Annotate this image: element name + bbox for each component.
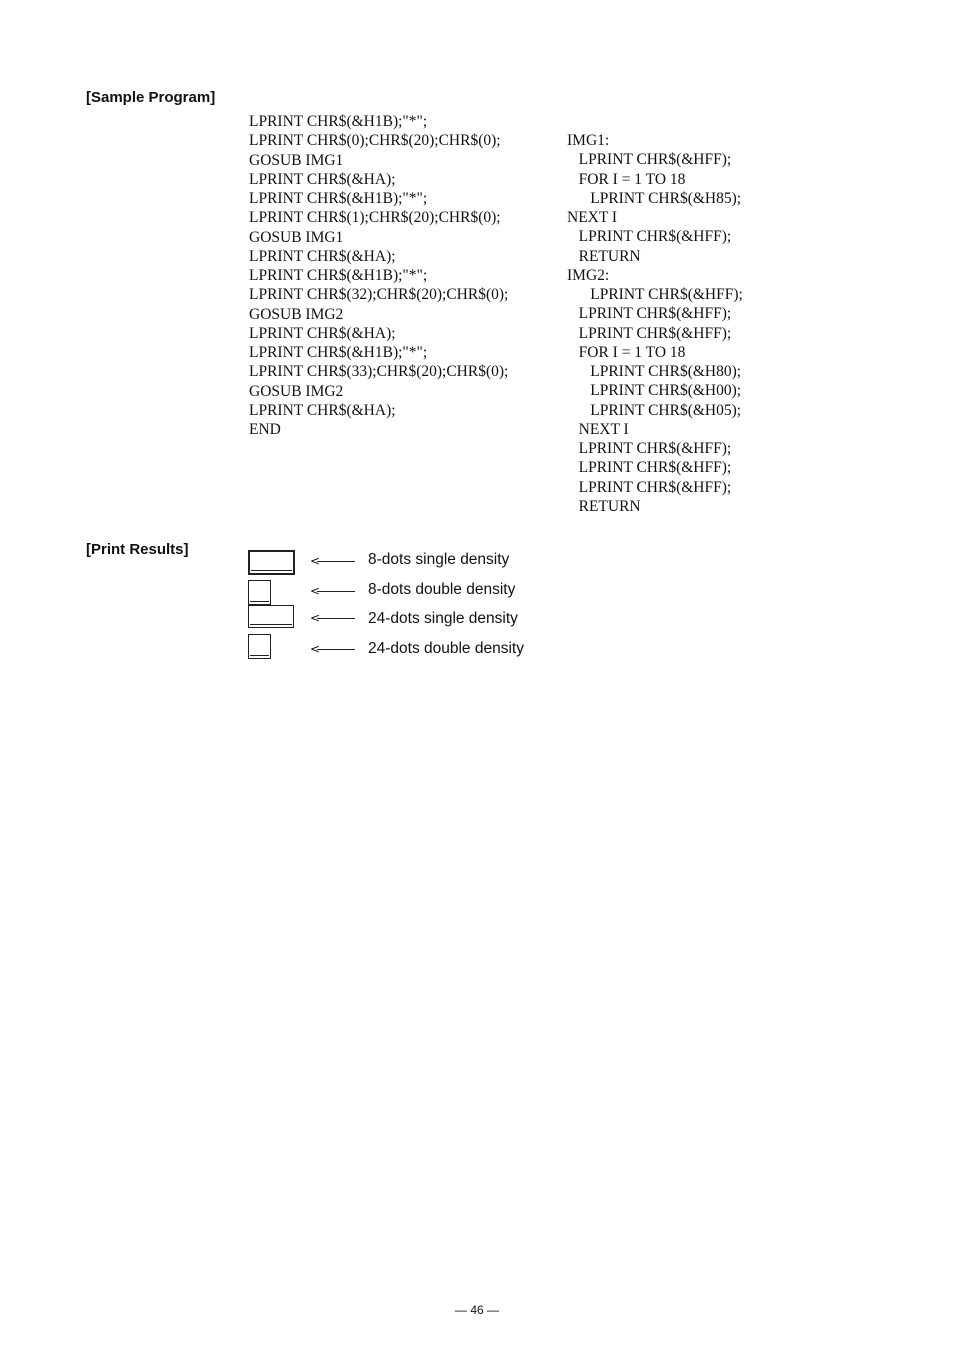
print-sample-24-dots-single [248,605,294,628]
code-line: LPRINT CHR$(&HA); [249,170,396,188]
result-label: 8-dots double density [368,581,516,598]
code-line: LPRINT CHR$(&H1B);"*"; [249,344,428,361]
left-arrow-icon: < [310,610,355,626]
code-main-routine [249,112,508,439]
code-line: LPRINT CHR$(&HA); [249,324,396,342]
left-arrow-icon: < [310,553,355,569]
code-line: LPRINT CHR$(&H1B);"*"; [249,113,428,130]
code-line: LPRINT CHR$(&H85); [567,189,742,207]
sample-program-heading: [Sample Program] [86,89,216,106]
print-sample-24-dots-double [248,634,271,659]
code-line: LPRINT CHR$(0);CHR$(20);CHR$(0); [249,132,501,150]
code-line: LPRINT CHR$(&HFF); [567,478,732,496]
code-line: LPRINT CHR$(&HFF); [567,286,743,303]
code-line: FOR I = 1 TO 18 [567,170,686,188]
left-arrow-icon: < [310,641,355,657]
page-number: — 46 — [454,1303,499,1317]
code-line: IMG2: [567,266,610,284]
code-line: LPRINT CHR$(1);CHR$(20);CHR$(0); [249,209,501,227]
code-line: LPRINT CHR$(&HFF); [567,324,732,342]
code-line: LPRINT CHR$(&HA); [249,401,396,419]
code-line: GOSUB IMG2 [249,305,344,323]
code-subroutines [567,131,743,516]
result-label: 24-dots single density [368,610,518,627]
code-line: LPRINT CHR$(&HFF); [567,228,732,246]
code-line: GOSUB IMG1 [249,151,344,169]
result-row-8-single [248,550,568,580]
code-line: NEXT I [567,420,629,438]
code-line: NEXT I [567,209,618,226]
code-line: LPRINT CHR$(&H80); [567,363,742,380]
code-line: FOR I = 1 TO 18 [567,343,686,361]
result-row-24-double [248,634,568,664]
code-line: LPRINT CHR$(&HFF); [567,151,732,169]
print-results-heading: [Print Results] [86,541,189,558]
print-sample-8-dots-double [248,580,271,605]
code-line: LPRINT CHR$(&H05); [567,401,742,419]
code-line: LPRINT CHR$(32);CHR$(20);CHR$(0); [249,286,509,304]
code-line: LPRINT CHR$(&HA); [249,247,396,265]
code-line: RETURN [567,247,641,265]
print-sample-8-dots-single [248,550,295,575]
code-line: LPRINT CHR$(&H1B);"*"; [249,267,428,284]
code-line: GOSUB IMG2 [249,382,344,400]
code-line: END [249,421,281,438]
code-line: LPRINT CHR$(&H1B);"*"; [249,190,428,207]
code-line: LPRINT CHR$(&HFF); [567,305,732,323]
code-line: IMG1: [567,132,610,149]
result-row-24-single [248,605,568,635]
result-label: 8-dots single density [368,551,510,568]
code-line: LPRINT CHR$(&HFF); [567,440,732,457]
code-line: RETURN [567,497,641,515]
code-line: LPRINT CHR$(33);CHR$(20);CHR$(0); [249,363,509,381]
left-arrow-icon: < [310,583,355,599]
result-label: 24-dots double density [368,640,524,657]
code-line: LPRINT CHR$(&H00); [567,382,742,400]
code-line: LPRINT CHR$(&HFF); [567,459,732,477]
code-line: GOSUB IMG1 [249,228,344,246]
